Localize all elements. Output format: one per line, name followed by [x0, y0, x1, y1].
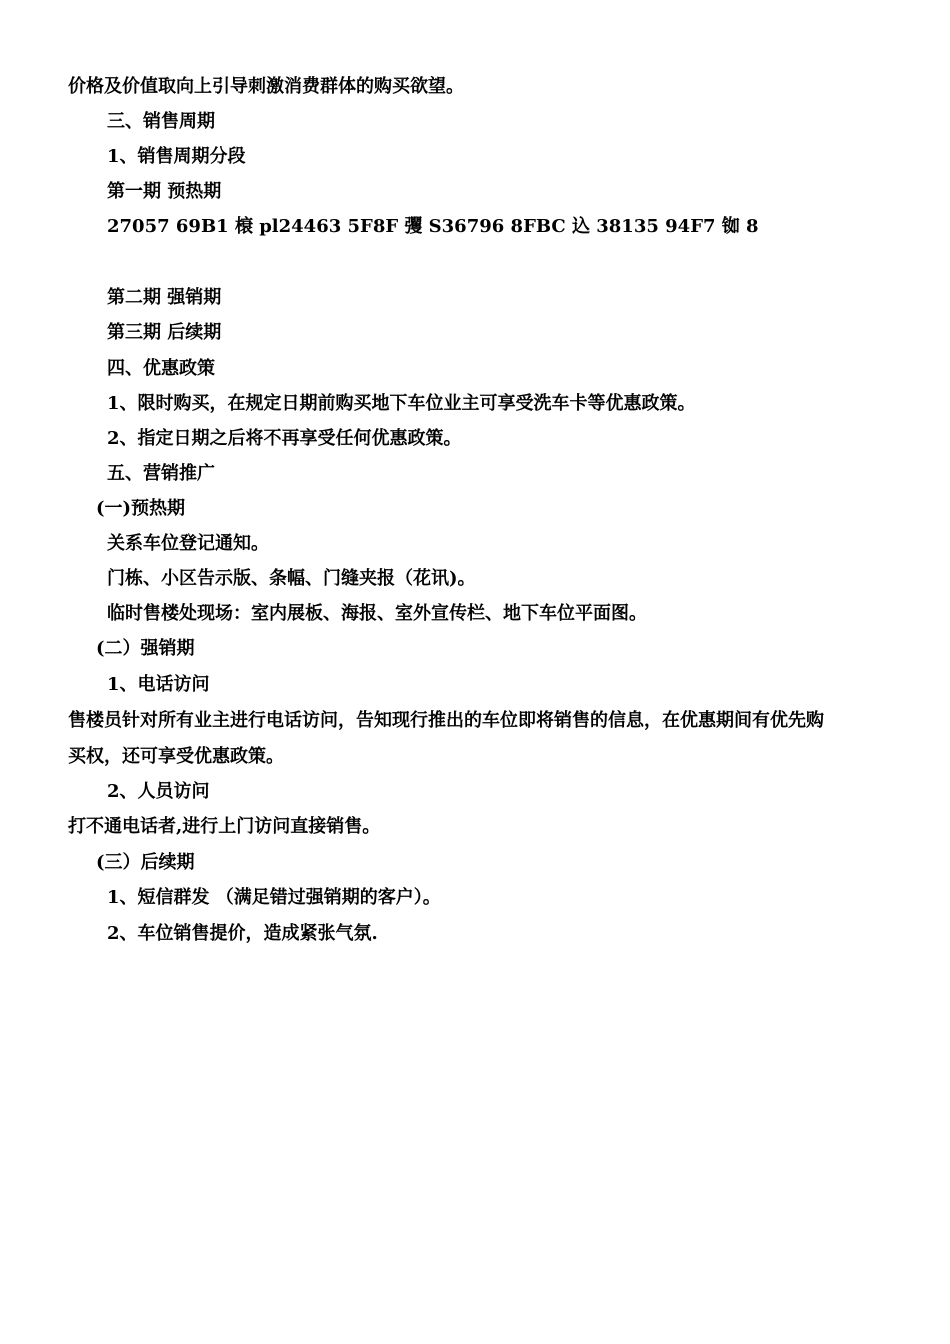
subheading-preheat: (一)预热期: [96, 498, 186, 519]
strong-item-phone-body-1: 售楼员针对所有业主进行电话访问，告知现行推出的车位即将销售的信息，在优惠期间有优先购: [68, 710, 824, 731]
heading-marketing: 五、营销推广: [107, 463, 215, 484]
strong-item-visit-title: 2、人员访问: [107, 781, 210, 802]
follow-item-1: 1、短信群发 （满足错过强销期的客户）。: [107, 887, 441, 908]
phase-two: 第二期 强销期: [107, 287, 222, 308]
policy-item-2: 2、指定日期之后将不再享受任何优惠政策。: [107, 428, 462, 449]
paragraph-intro-tail: 价格及价值取向上引导刺激消费群体的购买欲望。: [68, 76, 464, 97]
preheat-item-3: 临时售楼处现场：室内展板、海报、室外宣传栏、地下车位平面图。: [107, 603, 647, 624]
follow-item-2: 2、车位销售提价，造成紧张气氛.: [107, 923, 378, 944]
policy-item-1: 1、限时购买，在规定日期前购买地下车位业主可享受洗车卡等优惠政策。: [107, 393, 696, 414]
preheat-item-2: 门栋、小区告示版、条幅、门缝夹报（花讯)。: [107, 568, 476, 589]
subheading-strong-sales: (二）强销期: [96, 638, 195, 659]
garbled-code-line: 27057 69B1 榱 pl24463 5F8F 彏 S36796 8FBC 込 38135 94F7 铷 8: [107, 216, 759, 237]
phase-three: 第三期 后续期: [107, 322, 222, 343]
preheat-item-1: 关系车位登记通知。: [107, 533, 269, 554]
subheading-cycle-segments: 1、销售周期分段: [107, 146, 246, 167]
phase-one: 第一期 预热期: [107, 181, 222, 202]
heading-discount-policy: 四、优惠政策: [107, 358, 215, 379]
strong-item-phone-title: 1、电话访问: [107, 674, 210, 695]
subheading-follow-up: (三）后续期: [96, 852, 195, 873]
heading-sales-cycle: 三、销售周期: [107, 111, 215, 132]
strong-item-phone-body-2: 买权，还可享受优惠政策。: [68, 746, 284, 767]
strong-item-visit-body: 打不通电话者,进行上门访问直接销售。: [68, 816, 381, 837]
